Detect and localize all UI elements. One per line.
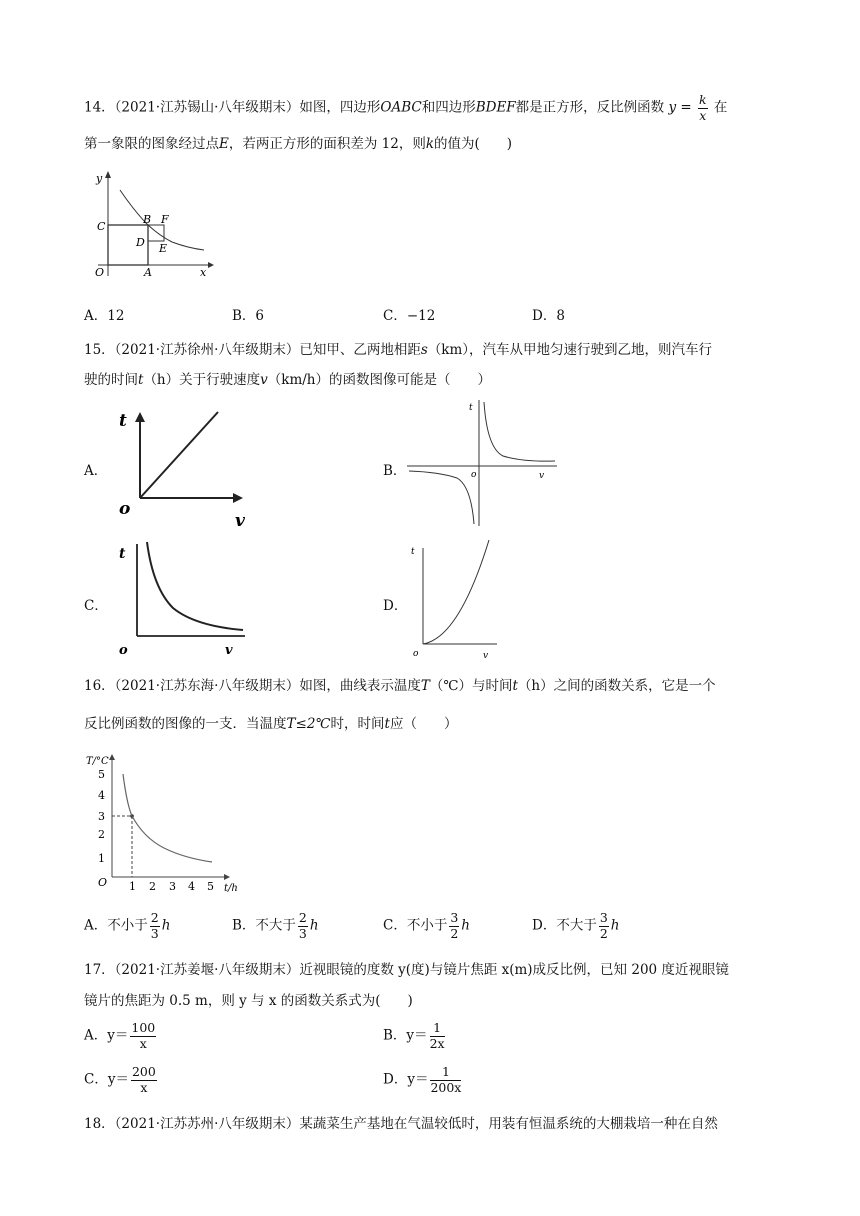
x-ticks (129, 880, 214, 893)
q15-option-a-label: A． (84, 463, 108, 479)
svg-text:v: v (539, 471, 545, 481)
q16-option-c: C．不小于 $\frac{3}{2}$ h (383, 910, 470, 941)
q15-line2: 驶的时间t（h）关于行驶速度v（km/h）的函数图像可能是（ ） (84, 372, 492, 388)
q15-graph-b (405, 398, 560, 528)
q17-option-d: D．y＝ $\frac{1}{200x}$ (383, 1064, 462, 1095)
svg-text:A: A (144, 266, 152, 279)
svg-text:v: v (235, 511, 245, 531)
q14-line1: 14．（2021·江苏锡山·八年级期末）如图，四边形OABC和四边形BDEF都是正方形，反比例函数 y = $\frac{k}{x}$ 在 (84, 92, 728, 123)
q14-option-c: C．−12 (383, 308, 436, 324)
q16-line2: 反比例函数的图像的一支．当温度T≤2℃时，时间t应（ ） (84, 716, 458, 732)
y-tick-4: 4 (98, 789, 105, 802)
q15-option-b-label: B． (383, 463, 407, 479)
svg-text:t: t (469, 403, 473, 413)
q14-option-d: D．8 (532, 308, 565, 324)
svg-text:B: B (143, 213, 152, 226)
y-tick-1: 1 (98, 852, 105, 865)
svg-text:y: y (96, 172, 103, 185)
svg-text:F: F (161, 213, 169, 226)
x-axis-label: t/h (224, 883, 238, 894)
svg-text:t: t (119, 546, 126, 562)
q17-line2: 镜片的焦距为 0.5 m，则 y 与 x 的函数关系式为( ) (84, 993, 413, 1009)
y-tick-5: 5 (98, 768, 105, 781)
q14-figure (90, 168, 220, 280)
svg-text:O: O (98, 876, 108, 889)
svg-text:E: E (159, 242, 168, 255)
x-tick-5: 5 (207, 880, 214, 893)
svg-text:t: t (119, 411, 127, 431)
q18-line1: 18．（2021·江苏苏州·八年级期末）某蔬菜生产基地在气温较低时，用装有恒温系统的大棚栽培一种在自然 (84, 1116, 718, 1132)
q14-option-b: B．6 (232, 308, 265, 324)
svg-text:o: o (413, 649, 419, 659)
q14-line2: 第一象限的图象经过点E，若两正方形的面积差为 12，则k的值为( ) (84, 136, 513, 152)
q16-option-a: A．不小于 $\frac{2}{3}$ h (84, 910, 171, 941)
y-tick-2: 2 (98, 828, 105, 841)
q17-line1: 17．（2021·江苏姜堰·八年级期末）近视眼镜的度数 y(度)与镜片焦距 x(m)成反比例，已知 200 度近视眼镜 (84, 962, 729, 978)
svg-text:x: x (200, 266, 207, 279)
y-ticks (98, 768, 105, 865)
x-tick-3: 3 (169, 880, 176, 893)
x-tick-2: 2 (149, 880, 156, 893)
q15-option-c-label: C． (84, 598, 108, 614)
q15-graph-c (115, 538, 250, 660)
q17-option-a: A．y＝ $\frac{100}{x}$ (84, 1020, 156, 1051)
q16-chart (84, 750, 254, 898)
q14-option-a: A．12 (84, 308, 125, 324)
x-tick-4: 4 (188, 880, 195, 893)
q16-option-b: B．不大于 $\frac{2}{3}$ h (232, 910, 319, 941)
q15-graph-a (115, 402, 255, 532)
svg-text:v: v (483, 651, 489, 661)
q17-option-b: B．y＝ $\frac{1}{2x}$ (383, 1020, 445, 1051)
q16-line1: 16．（2021·江苏东海·八年级期末）如图，曲线表示温度T（℃）与时间t（h）之间的函数关系，它是一个 (84, 678, 716, 694)
q15-graph-d (405, 538, 505, 662)
svg-text:v: v (225, 643, 233, 658)
k-over-x-fraction: $\frac{k}{x}$ (699, 92, 707, 123)
q16-option-d: D．不大于 $\frac{3}{2}$ h (532, 910, 620, 941)
svg-text:o: o (119, 643, 128, 658)
y-tick-3: 3 (98, 810, 105, 823)
q15-option-d-label: D． (383, 598, 408, 614)
q15-line1: 15．（2021·江苏徐州·八年级期末）已知甲、乙两地相距s（km），汽车从甲地匀速行驶到乙地，则汽车行 (84, 342, 713, 358)
svg-text:o: o (471, 470, 477, 480)
svg-text:D: D (136, 236, 145, 249)
y-axis-label: T/°C (86, 756, 109, 767)
x-tick-1: 1 (129, 880, 136, 893)
q17-option-c: C．y＝ $\frac{200}{x}$ (84, 1064, 156, 1095)
svg-text:t: t (411, 547, 415, 557)
svg-text:o: o (119, 499, 131, 519)
svg-text:O: O (95, 266, 105, 279)
svg-text:C: C (97, 220, 106, 233)
